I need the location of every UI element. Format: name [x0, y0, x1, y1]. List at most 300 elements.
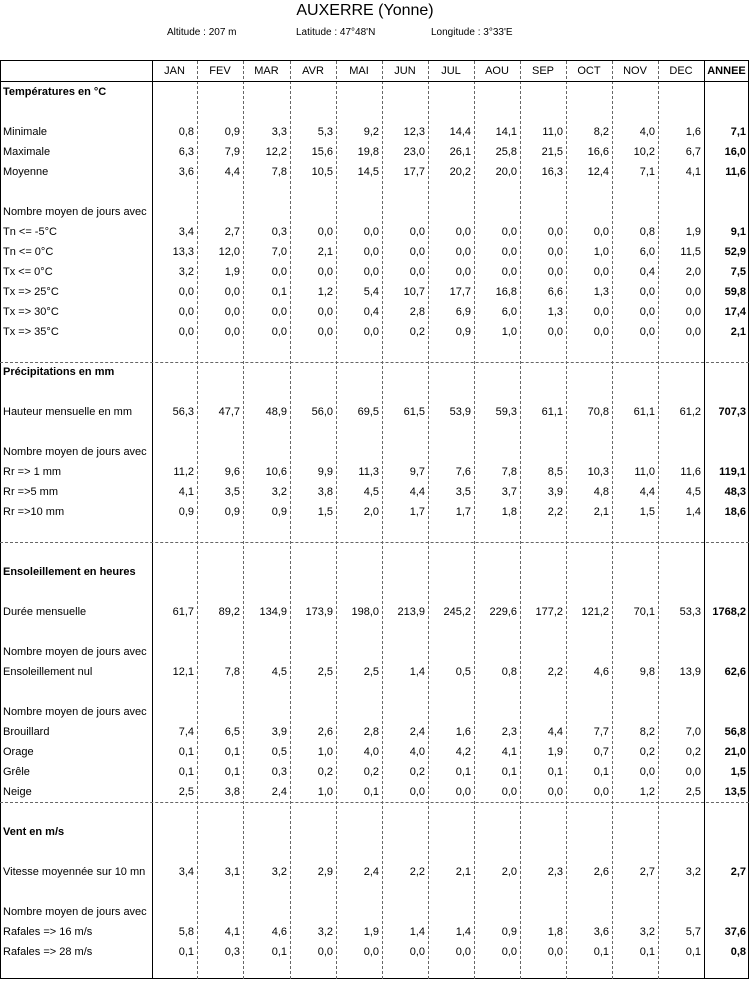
table-cell: 53,3: [679, 606, 701, 618]
table-cell: 0,0: [455, 246, 471, 258]
table-cell: 0,1: [224, 746, 240, 758]
table-cell: 0,1: [593, 946, 609, 958]
table-cell: 0,1: [224, 766, 240, 778]
table-cell: 3,2: [685, 866, 701, 878]
table-cell: 2,1: [317, 246, 333, 258]
section-title: Précipitations en mm: [3, 366, 115, 378]
table-cell: 0,9: [501, 926, 517, 938]
row-label: Tx => 25°C: [3, 286, 59, 298]
table-cell: 70,8: [587, 406, 609, 418]
row-label: Hauteur mensuelle en mm: [3, 406, 133, 418]
table-cell: 7,1: [730, 126, 746, 138]
table-cell: 6,3: [178, 146, 194, 158]
column-divider: [658, 61, 659, 979]
table-cell: 4,0: [639, 126, 655, 138]
table-cell: 0,1: [178, 746, 194, 758]
table-cell: 1,5: [317, 506, 333, 518]
table-cell: 9,1: [730, 226, 746, 238]
table-cell: 3,5: [455, 486, 471, 498]
table-cell: 2,4: [409, 726, 425, 738]
column-header-avr: AVR: [302, 65, 324, 77]
table-cell: 0,0: [685, 286, 701, 298]
table-cell: 0,1: [685, 946, 701, 958]
table-cell: 70,1: [633, 606, 655, 618]
table-cell: 14,1: [495, 126, 517, 138]
table-cell: 10,2: [633, 146, 655, 158]
table-cell: 229,6: [489, 606, 517, 618]
table-cell: 7,6: [455, 466, 471, 478]
table-cell: 2,2: [547, 666, 563, 678]
column-header-oct: OCT: [577, 65, 601, 77]
table-cell: 0,2: [317, 766, 333, 778]
table-cell: 2,7: [730, 866, 746, 878]
table-cell: 1,9: [224, 266, 240, 278]
table-cell: 1,5: [730, 766, 746, 778]
table-cell: 0,0: [271, 326, 287, 338]
table-cell: 4,0: [409, 746, 425, 758]
row-label: Tx => 35°C: [3, 326, 59, 338]
table-cell: 1,2: [317, 286, 333, 298]
table-cell: 0,1: [271, 946, 287, 958]
table-cell: 1,8: [501, 506, 517, 518]
row-label: Moyenne: [3, 166, 49, 178]
column-divider: [428, 61, 429, 979]
column-header-jun: JUN: [394, 65, 416, 77]
table-cell: 12,0: [218, 246, 240, 258]
table-cell: 0,0: [547, 266, 563, 278]
table-cell: 4,6: [271, 926, 287, 938]
table-cell: 0,5: [455, 666, 471, 678]
table-cell: 0,0: [547, 946, 563, 958]
table-cell: 26,1: [449, 146, 471, 158]
table-cell: 3,9: [271, 726, 287, 738]
row-label: Neige: [3, 786, 32, 798]
table-cell: 0,1: [501, 766, 517, 778]
section-divider: [0, 542, 749, 543]
table-cell: 0,0: [317, 306, 333, 318]
row-label: Grêle: [3, 766, 30, 778]
table-cell: 0,0: [363, 226, 379, 238]
row-label: Rr => 1 mm: [3, 466, 62, 478]
column-divider: [243, 61, 244, 979]
table-cell: 16,0: [724, 146, 746, 158]
longitude-label: Longitude : 3°33'E: [431, 27, 513, 38]
row-label: Tx <= 0°C: [3, 266, 53, 278]
table-cell: 0,9: [224, 506, 240, 518]
table-cell: 0,1: [271, 286, 287, 298]
row-label: Maximale: [3, 146, 51, 158]
table-cell: 1,9: [547, 746, 563, 758]
table-cell: 3,6: [593, 926, 609, 938]
table-cell: 0,0: [363, 326, 379, 338]
table-cell: 0,1: [547, 766, 563, 778]
table-cell: 16,8: [495, 286, 517, 298]
table-cell: 213,9: [397, 606, 425, 618]
table-cell: 3,2: [271, 866, 287, 878]
table-cell: 9,9: [317, 466, 333, 478]
altitude-label: Altitude : 207 m: [167, 27, 237, 38]
latitude-label: Latitude : 47°48'N: [296, 27, 376, 38]
column-divider: [704, 61, 705, 979]
table-cell: 121,2: [581, 606, 609, 618]
table-cell: 4,1: [685, 166, 701, 178]
column-divider: [612, 61, 613, 979]
table-cell: 177,2: [535, 606, 563, 618]
column-header-mai: MAI: [349, 65, 369, 77]
table-cell: 7,9: [224, 146, 240, 158]
table-cell: 21,5: [541, 146, 563, 158]
table-cell: 0,8: [639, 226, 655, 238]
table-cell: 17,7: [449, 286, 471, 298]
table-cell: 7,8: [501, 466, 517, 478]
section-divider: [0, 362, 749, 363]
table-cell: 4,6: [593, 666, 609, 678]
table-cell: 2,5: [363, 666, 379, 678]
table-cell: 0,0: [409, 786, 425, 798]
table-cell: 0,9: [178, 506, 194, 518]
table-cell: 1,5: [639, 506, 655, 518]
table-cell: 1,4: [409, 666, 425, 678]
row-note: Nombre moyen de jours avec: [3, 206, 147, 218]
table-cell: 7,8: [224, 666, 240, 678]
table-cell: 4,0: [363, 746, 379, 758]
table-cell: 0,7: [593, 746, 609, 758]
table-cell: 3,5: [224, 486, 240, 498]
table-cell: 5,7: [685, 926, 701, 938]
table-cell: 0,0: [547, 326, 563, 338]
row-label: Tx => 30°C: [3, 306, 59, 318]
table-cell: 3,7: [501, 486, 517, 498]
table-cell: 2,4: [363, 866, 379, 878]
table-cell: 1,9: [363, 926, 379, 938]
table-cell: 61,1: [541, 406, 563, 418]
table-cell: 0,3: [271, 766, 287, 778]
table-cell: 20,0: [495, 166, 517, 178]
table-cell: 0,0: [685, 766, 701, 778]
table-cell: 0,0: [501, 266, 517, 278]
table-cell: 61,5: [403, 406, 425, 418]
table-cell: 7,8: [271, 166, 287, 178]
table-cell: 0,0: [363, 266, 379, 278]
table-cell: 3,4: [178, 226, 194, 238]
table-cell: 2,8: [363, 726, 379, 738]
table-cell: 0,0: [685, 306, 701, 318]
table-cell: 3,1: [224, 866, 240, 878]
table-cell: 14,4: [449, 126, 471, 138]
table-cell: 3,2: [317, 926, 333, 938]
column-divider: [197, 61, 198, 979]
table-cell: 0,0: [363, 246, 379, 258]
table-cell: 0,0: [178, 326, 194, 338]
table-cell: 15,6: [311, 146, 333, 158]
row-label: Rr =>10 mm: [3, 506, 65, 518]
page-title: AUXERRE (Yonne): [296, 2, 434, 19]
table-cell: 4,4: [224, 166, 240, 178]
table-cell: 0,2: [363, 766, 379, 778]
table-cell: 0,0: [178, 306, 194, 318]
table-cell: 13,3: [172, 246, 194, 258]
table-cell: 59,8: [724, 286, 746, 298]
table-cell: 8,2: [639, 726, 655, 738]
table-cell: 61,7: [172, 606, 194, 618]
column-header-annee: ANNEE: [707, 65, 746, 77]
table-cell: 0,0: [639, 306, 655, 318]
table-cell: 6,9: [455, 306, 471, 318]
table-cell: 2,0: [501, 866, 517, 878]
table-cell: 0,0: [639, 286, 655, 298]
table-cell: 62,6: [724, 666, 746, 678]
table-cell: 10,3: [587, 466, 609, 478]
table-cell: 11,0: [634, 466, 655, 478]
table-cell: 0,9: [455, 326, 471, 338]
table-cell: 1,3: [593, 286, 609, 298]
table-cell: 7,1: [639, 166, 655, 178]
table-cell: 0,0: [593, 326, 609, 338]
table-cell: 7,4: [178, 726, 194, 738]
table-cell: 1,8: [547, 926, 563, 938]
table-cell: 8,2: [593, 126, 609, 138]
table-cell: 9,7: [409, 466, 425, 478]
table-cell: 0,9: [224, 126, 240, 138]
table-cell: 6,0: [501, 306, 517, 318]
table-cell: 1,6: [455, 726, 471, 738]
table-cell: 2,4: [271, 786, 287, 798]
table-cell: 0,0: [685, 326, 701, 338]
column-header-aou: AOU: [485, 65, 509, 77]
table-cell: 119,1: [719, 466, 746, 478]
table-cell: 48,3: [724, 486, 746, 498]
table-cell: 245,2: [443, 606, 471, 618]
table-cell: 0,0: [409, 246, 425, 258]
table-cell: 2,1: [455, 866, 471, 878]
column-divider: [336, 61, 337, 979]
table-cell: 21,0: [724, 746, 746, 758]
table-cell: 0,0: [593, 306, 609, 318]
table-cell: 61,1: [633, 406, 655, 418]
table-cell: 2,9: [317, 866, 333, 878]
table-cell: 3,4: [178, 866, 194, 878]
table-cell: 0,2: [409, 766, 425, 778]
table-cell: 5,3: [317, 126, 333, 138]
row-label: Vitesse moyennée sur 10 mn: [3, 866, 146, 878]
table-cell: 6,7: [685, 146, 701, 158]
table-cell: 0,0: [271, 266, 287, 278]
table-cell: 173,9: [305, 606, 333, 618]
table-cell: 0,0: [455, 946, 471, 958]
table-cell: 0,0: [501, 246, 517, 258]
table-cell: 2,8: [409, 306, 425, 318]
section-title: Vent en m/s: [3, 826, 65, 838]
table-cell: 10,7: [403, 286, 425, 298]
row-label: Orage: [3, 746, 34, 758]
row-label: Tn <= -5°C: [3, 226, 57, 238]
table-cell: 1,0: [593, 246, 609, 258]
table-cell: 6,5: [224, 726, 240, 738]
table-cell: 0,0: [455, 786, 471, 798]
table-cell: 0,0: [224, 326, 240, 338]
table-cell: 11,6: [680, 466, 701, 478]
table-cell: 4,4: [547, 726, 563, 738]
table-cell: 0,2: [685, 746, 701, 758]
table-cell: 13,5: [724, 786, 746, 798]
table-cell: 1768,2: [712, 606, 746, 618]
row-note: Nombre moyen de jours avec: [3, 646, 147, 658]
table-cell: 2,3: [501, 726, 517, 738]
table-cell: 0,2: [639, 746, 655, 758]
table-cell: 11,3: [358, 466, 379, 478]
column-divider: [382, 61, 383, 979]
column-header-dec: DEC: [669, 65, 693, 77]
table-cell: 1,4: [409, 926, 425, 938]
table-cell: 5,4: [363, 286, 379, 298]
table-cell: 37,6: [724, 926, 746, 938]
table-cell: 3,2: [639, 926, 655, 938]
table-cell: 11,5: [680, 246, 701, 258]
row-note: Nombre moyen de jours avec: [3, 706, 147, 718]
table-cell: 0,0: [455, 226, 471, 238]
table-cell: 8,5: [547, 466, 563, 478]
row-label: Durée mensuelle: [3, 606, 87, 618]
table-cell: 2,6: [593, 866, 609, 878]
table-cell: 9,6: [224, 466, 240, 478]
table-cell: 12,4: [587, 166, 609, 178]
table-cell: 3,8: [317, 486, 333, 498]
table-cell: 4,1: [224, 926, 240, 938]
section-title: Températures en °C: [3, 86, 107, 98]
table-cell: 4,5: [271, 666, 287, 678]
table-cell: 4,4: [639, 486, 655, 498]
row-note: Nombre moyen de jours avec: [3, 906, 147, 918]
table-cell: 0,1: [593, 766, 609, 778]
row-label: Rr =>5 mm: [3, 486, 59, 498]
table-cell: 0,8: [730, 946, 746, 958]
table-cell: 3,2: [178, 266, 194, 278]
table-cell: 19,8: [357, 146, 379, 158]
table-cell: 1,9: [685, 226, 701, 238]
table-cell: 1,3: [547, 306, 563, 318]
table-cell: 16,3: [541, 166, 563, 178]
table-cell: 12,2: [265, 146, 287, 158]
table-cell: 69,5: [357, 406, 379, 418]
row-label: Rafales => 28 m/s: [3, 946, 93, 958]
table-cell: 0,0: [547, 226, 563, 238]
table-cell: 89,2: [218, 606, 240, 618]
table-cell: 0,3: [224, 946, 240, 958]
table-cell: 0,9: [271, 506, 287, 518]
table-cell: 48,9: [265, 406, 287, 418]
column-header-nov: NOV: [623, 65, 647, 77]
table-cell: 0,0: [455, 266, 471, 278]
table-cell: 0,8: [178, 126, 194, 138]
table-cell: 3,9: [547, 486, 563, 498]
table-cell: 0,1: [178, 946, 194, 958]
column-header-jul: JUL: [441, 65, 461, 77]
table-cell: 4,8: [593, 486, 609, 498]
table-cell: 0,0: [501, 226, 517, 238]
table-cell: 2,1: [730, 326, 746, 338]
table-cell: 9,8: [639, 666, 655, 678]
table-cell: 18,6: [724, 506, 746, 518]
table-cell: 6,0: [639, 246, 655, 258]
table-cell: 0,0: [409, 226, 425, 238]
table-cell: 0,0: [501, 786, 517, 798]
table-cell: 12,1: [172, 666, 194, 678]
table-cell: 0,1: [363, 786, 379, 798]
row-label: Tn <= 0°C: [3, 246, 54, 258]
table-cell: 0,0: [271, 306, 287, 318]
table-cell: 0,0: [363, 946, 379, 958]
table-cell: 0,0: [547, 786, 563, 798]
table-cell: 2,7: [224, 226, 240, 238]
column-header-fev: FEV: [209, 65, 231, 77]
table-cell: 0,4: [639, 266, 655, 278]
table-cell: 56,8: [724, 726, 746, 738]
row-label: Ensoleillement nul: [3, 666, 93, 678]
column-divider: [474, 61, 475, 979]
table-cell: 53,9: [449, 406, 471, 418]
table-cell: 1,7: [455, 506, 471, 518]
table-cell: 2,7: [639, 866, 655, 878]
table-cell: 4,5: [685, 486, 701, 498]
table-cell: 0,0: [317, 266, 333, 278]
table-cell: 7,0: [685, 726, 701, 738]
column-divider: [520, 61, 521, 979]
table-cell: 56,0: [311, 406, 333, 418]
column-divider: [290, 61, 291, 979]
table-cell: 4,1: [178, 486, 194, 498]
column-header-sep: SEP: [531, 65, 554, 77]
section-divider: [0, 802, 749, 803]
table-cell: 14,5: [357, 166, 379, 178]
column-header-mar: MAR: [254, 65, 279, 77]
table-cell: 0,0: [547, 246, 563, 258]
table-cell: 2,6: [317, 726, 333, 738]
climate-table: [0, 60, 749, 979]
table-cell: 0,5: [271, 746, 287, 758]
table-cell: 7,7: [593, 726, 609, 738]
table-cell: 12,3: [403, 126, 425, 138]
table-cell: 52,9: [724, 246, 746, 258]
table-cell: 0,0: [224, 286, 240, 298]
table-cell: 2,0: [363, 506, 379, 518]
table-cell: 1,4: [455, 926, 471, 938]
table-cell: 2,5: [317, 666, 333, 678]
table-cell: 0,0: [317, 326, 333, 338]
table-cell: 0,0: [317, 946, 333, 958]
table-cell: 0,0: [501, 946, 517, 958]
row-note: Nombre moyen de jours avec: [3, 446, 147, 458]
section-title: Ensoleillement en heures: [3, 566, 136, 578]
table-cell: 1,0: [317, 786, 333, 798]
table-cell: 2,1: [593, 506, 609, 518]
table-cell: 1,6: [685, 126, 701, 138]
table-cell: 1,0: [317, 746, 333, 758]
table-cell: 0,0: [639, 326, 655, 338]
table-cell: 6,6: [547, 286, 563, 298]
table-cell: 1,7: [409, 506, 425, 518]
header-divider: [0, 81, 749, 82]
table-cell: 3,2: [271, 486, 287, 498]
table-cell: 2,3: [547, 866, 563, 878]
table-cell: 59,3: [495, 406, 517, 418]
table-cell: 707,3: [718, 406, 746, 418]
table-cell: 0,0: [409, 266, 425, 278]
table-cell: 0,0: [317, 226, 333, 238]
table-cell: 3,6: [178, 166, 194, 178]
table-cell: 0,0: [409, 946, 425, 958]
table-cell: 5,8: [178, 926, 194, 938]
row-label: Rafales => 16 m/s: [3, 926, 93, 938]
